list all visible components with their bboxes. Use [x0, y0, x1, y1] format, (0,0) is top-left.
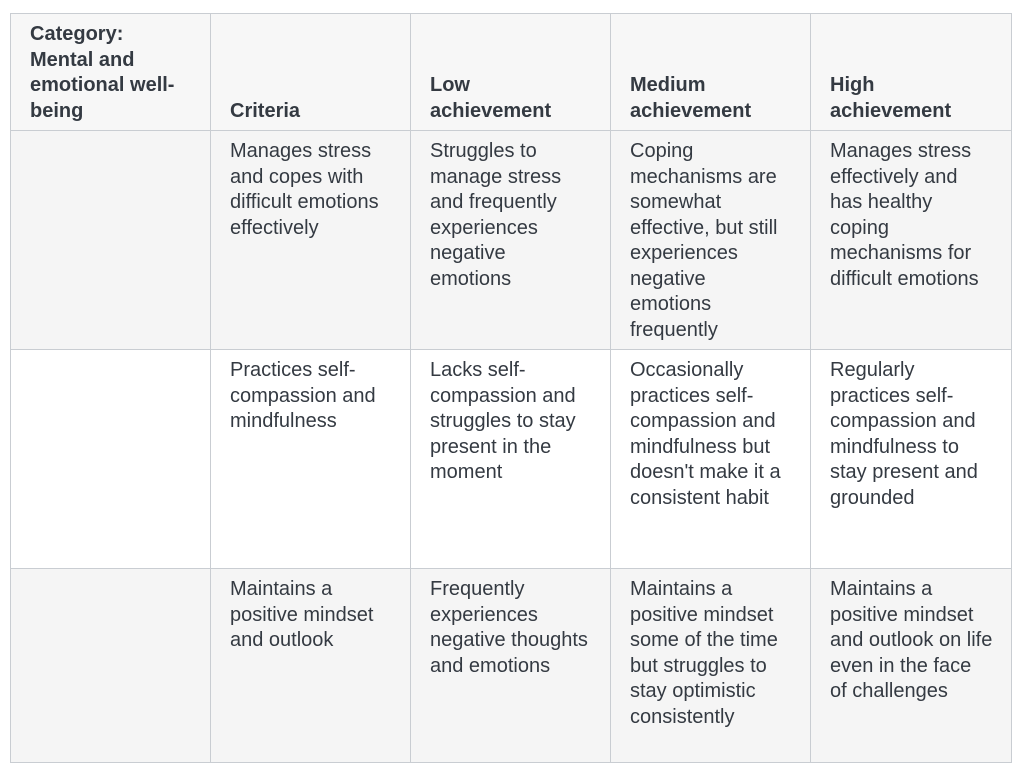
header-medium-achievement: Medium achievement — [611, 14, 811, 131]
low-achievement-cell: Frequently experiences negative thoughts and emotions — [411, 569, 611, 763]
table-row — [11, 350, 1012, 569]
criteria-cell: Maintains a positive mindset and outlook — [211, 569, 411, 763]
table-row — [11, 131, 1012, 350]
high-achievement-cell: Manages stress effectively and has healthy coping mechanisms for difficult emotions — [811, 131, 1012, 350]
header-low-achievement: Low achievement — [411, 14, 611, 131]
medium-achievement-cell: Occasionally practices self-compassion and mindfulness but doesn't make it a consistent habit — [611, 350, 811, 569]
header-category: Category: Mental and emotional well-being — [11, 14, 211, 131]
table-row — [11, 569, 1012, 763]
rubric-table — [10, 13, 1012, 763]
criteria-cell: Manages stress and copes with difficult emotions effectively — [211, 131, 411, 350]
high-achievement-cell: Regularly practices self-compassion and mindfulness to stay present and grounded — [811, 350, 1012, 569]
low-achievement-cell: Lacks self-compassion and struggles to stay present in the moment — [411, 350, 611, 569]
category-cell — [11, 131, 211, 350]
medium-achievement-cell: Maintains a positive mindset some of the time but struggles to stay optimistic consistently — [611, 569, 811, 763]
low-achievement-cell: Struggles to manage stress and frequently experiences negative emotions — [411, 131, 611, 350]
category-cell — [11, 350, 211, 569]
criteria-cell: Practices self-compassion and mindfulness — [211, 350, 411, 569]
header-row — [11, 14, 1012, 131]
header-criteria: Criteria — [211, 14, 411, 131]
header-high-achievement: High achievement — [811, 14, 1012, 131]
category-cell — [11, 569, 211, 763]
high-achievement-cell: Maintains a positive mindset and outlook on life even in the face of challenges — [811, 569, 1012, 763]
medium-achievement-cell: Coping mechanisms are somewhat effective, but still experiences negative emotions frequently — [611, 131, 811, 350]
